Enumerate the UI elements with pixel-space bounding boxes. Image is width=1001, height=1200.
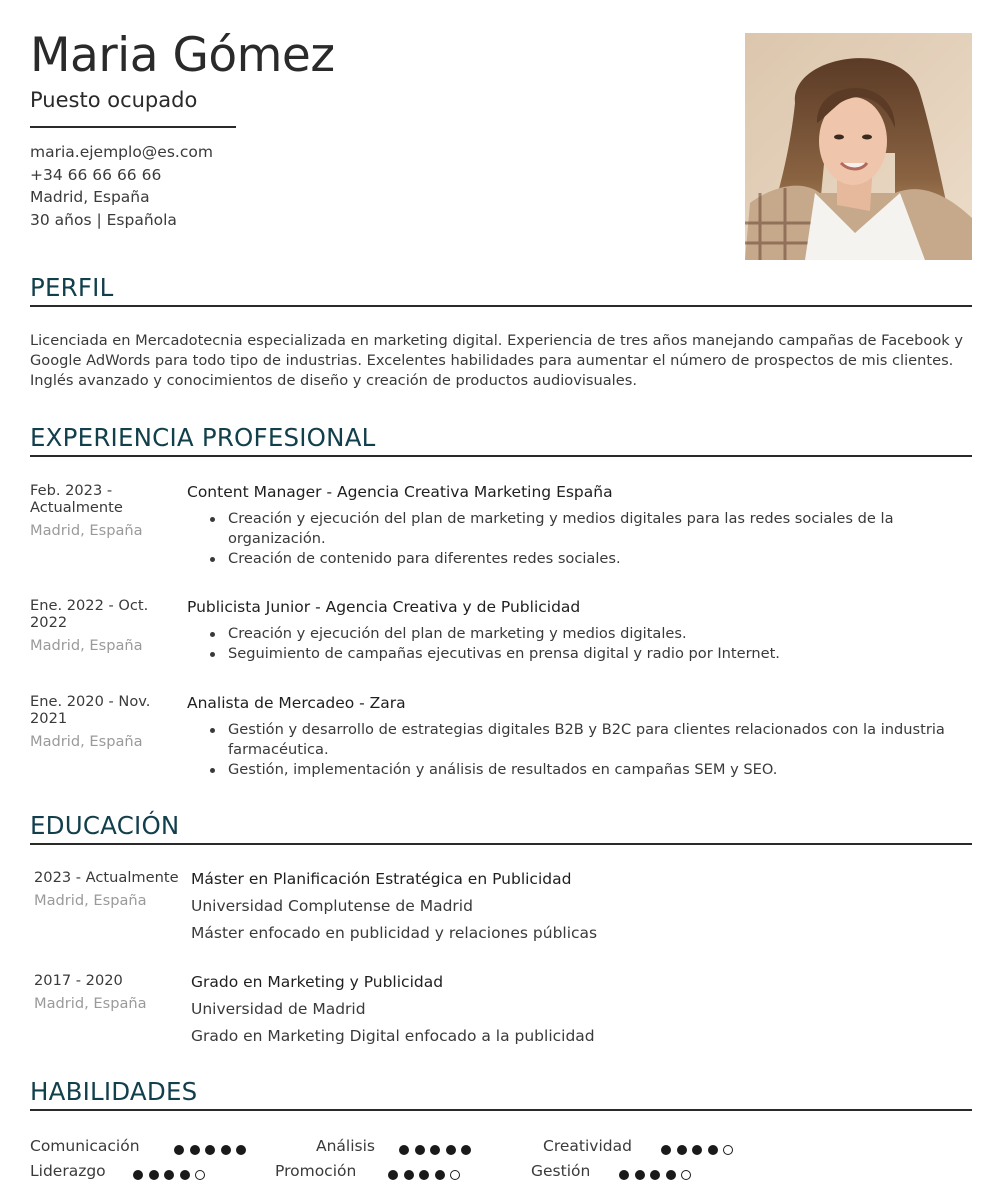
filled-dot-icon [133,1170,143,1180]
skill-name: Promoción [275,1162,357,1180]
education-details [191,869,981,943]
education-title: Grado en Marketing y Publicidad [191,973,444,991]
experience-dates: Feb. 2023 - Actualmente [30,482,123,516]
skill-name: Análisis [316,1137,375,1155]
education-dates: 2023 - Actualmente [34,869,179,886]
contact-email: maria.ejemplo@es.com [30,143,213,161]
filled-dot-icon [415,1145,425,1155]
profile-photo [745,33,972,260]
education-description: Grado en Marketing Digital enfocado a la publicidad [191,1027,595,1045]
contact-location: Madrid, España [30,188,150,206]
header-divider [30,126,236,128]
education-title: Máster en Planificación Estratégica en Publicidad [191,870,572,888]
education-institution: Universidad Complutense de Madrid [191,897,473,915]
experience-details [187,482,977,569]
list-item: Creación de contenido para diferentes redes sociales. [207,549,977,569]
filled-dot-icon [661,1145,671,1155]
experience-dates: Ene. 2022 - Oct. 2022 [30,597,149,631]
filled-dot-icon [435,1170,445,1180]
empty-dot-icon [681,1170,691,1180]
empty-dot-icon [450,1170,460,1180]
filled-dot-icon [692,1145,702,1155]
filled-dot-icon [430,1145,440,1155]
skill-rating [174,1140,252,1160]
filled-dot-icon [190,1145,200,1155]
list-item: Gestión y desarrollo de estrategias digitales B2B y B2C para clientes relacionados con la industria farmacéutica. [207,720,977,760]
education-location: Madrid, España [34,892,147,909]
experience-location: Madrid, España [30,733,143,750]
section-divider-skills [30,1109,972,1111]
skill-name: Creatividad [543,1137,632,1155]
education-dates: 2017 - 2020 [34,972,123,989]
experience-title: Content Manager - Agencia Creativa Marketing España [187,483,613,501]
section-title-experience: EXPERIENCIA PROFESIONAL [30,423,376,452]
filled-dot-icon [164,1170,174,1180]
filled-dot-icon [399,1145,409,1155]
education-meta [34,869,184,909]
empty-dot-icon [195,1170,205,1180]
education-location: Madrid, España [34,995,147,1012]
filled-dot-icon [174,1145,184,1155]
filled-dot-icon [221,1145,231,1155]
experience-location: Madrid, España [30,637,143,654]
list-item: Creación y ejecución del plan de marketing y medios digitales para las redes sociales de la organización. [207,509,977,549]
experience-location: Madrid, España [30,522,143,539]
filled-dot-icon [461,1145,471,1155]
portrait-image [745,33,972,260]
profile-summary: Licenciada en Mercadotecnia especializada en marketing digital. Experiencia de tres años manejando campañas de Facebook y Google AdWords para todo tipo de industrias. Excelentes habilidades para aumentar el número de prospectos de mis clientes. Inglés avanzado y conocimientos de diseño y creación de productos audiovisuales. [30,332,964,389]
skill-name: Comunicación [30,1137,140,1155]
filled-dot-icon [236,1145,246,1155]
filled-dot-icon [149,1170,159,1180]
experience-details [187,597,977,664]
list-item: Seguimiento de campañas ejecutivas en prensa digital y radio por Internet. [207,644,977,664]
filled-dot-icon [446,1145,456,1155]
experience-details [187,693,977,780]
education-details [191,972,981,1046]
experience-bullets [187,624,977,664]
filled-dot-icon [388,1170,398,1180]
filled-dot-icon [635,1170,645,1180]
contact-info [30,141,710,231]
experience-meta [30,597,180,654]
skill-rating [388,1165,466,1185]
filled-dot-icon [650,1170,660,1180]
filled-dot-icon [708,1145,718,1155]
skill-item [543,1136,632,1156]
filled-dot-icon [666,1170,676,1180]
section-title-education: EDUCACIÓN [30,811,180,840]
experience-title: Analista de Mercadeo - Zara [187,694,406,712]
list-item: Gestión, implementación y análisis de resultados en campañas SEM y SEO. [207,760,977,780]
filled-dot-icon [404,1170,414,1180]
section-divider-profile [30,305,972,307]
list-item: Creación y ejecución del plan de marketing y medios digitales. [207,624,977,644]
experience-bullets [187,509,977,569]
skill-item [316,1136,375,1156]
experience-bullets [187,720,977,780]
section-divider-experience [30,455,972,457]
empty-dot-icon [723,1145,733,1155]
filled-dot-icon [677,1145,687,1155]
filled-dot-icon [619,1170,629,1180]
skills-grid [30,1133,975,1189]
experience-meta [30,693,180,750]
skill-item [275,1161,356,1181]
cv-header [30,28,710,248]
section-divider-education [30,843,972,845]
education-meta [34,972,184,1012]
filled-dot-icon [180,1170,190,1180]
section-title-profile: PERFIL [30,273,114,302]
skill-name: Gestión [531,1162,591,1180]
experience-dates: Ene. 2020 - Nov. 2021 [30,693,151,727]
filled-dot-icon [205,1145,215,1155]
person-name: Maria Gómez [30,28,335,83]
contact-phone: +34 66 66 66 66 [30,165,162,184]
skill-rating [133,1165,211,1185]
skill-rating [619,1165,697,1185]
skill-item [531,1161,590,1181]
contact-age-nationality: 30 años | Española [30,210,177,229]
section-title-skills: HABILIDADES [30,1077,198,1106]
skill-rating [399,1140,477,1160]
experience-title: Publicista Junior - Agencia Creativa y de Publicidad [187,598,581,616]
job-title: Puesto ocupado [30,88,198,112]
skill-rating [661,1140,739,1160]
skill-item [30,1136,140,1156]
filled-dot-icon [419,1170,429,1180]
education-institution: Universidad de Madrid [191,1000,366,1018]
experience-meta [30,482,180,539]
skill-name: Liderazgo [30,1162,106,1180]
education-description: Máster enfocado en publicidad y relaciones públicas [191,924,598,942]
skill-item [30,1161,106,1181]
